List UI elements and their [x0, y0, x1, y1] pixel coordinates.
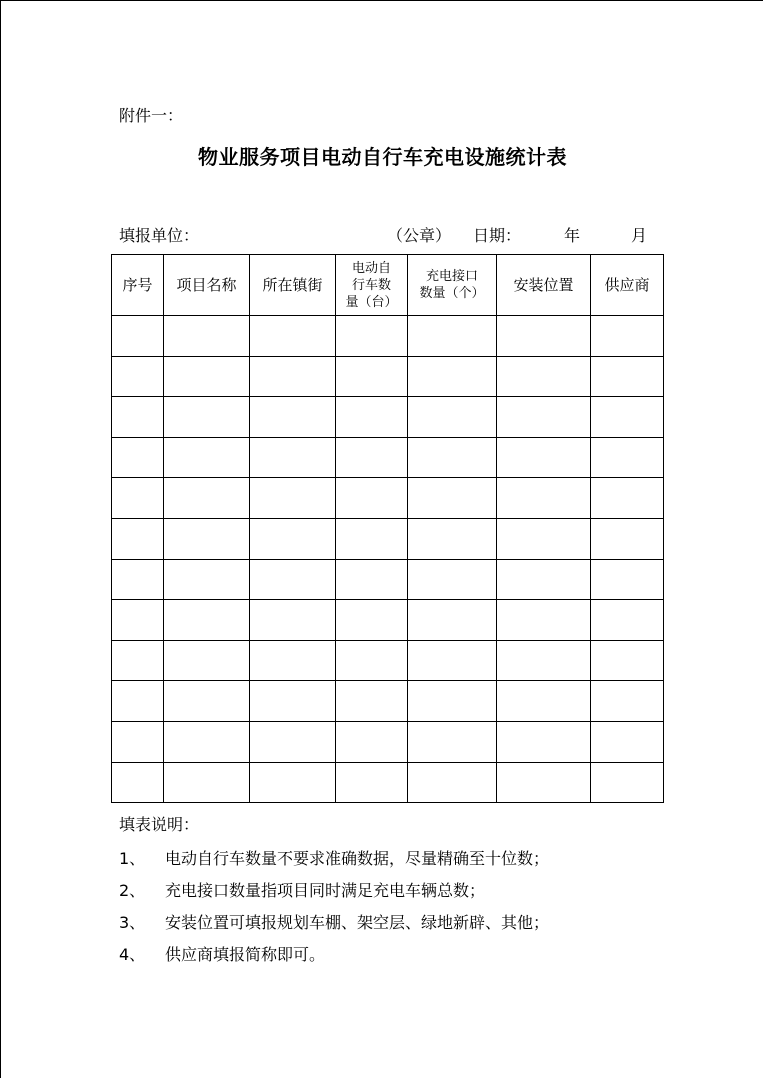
table-cell[interactable]	[591, 681, 664, 722]
table-cell[interactable]	[591, 397, 664, 438]
table-cell[interactable]	[112, 518, 164, 559]
table-cell[interactable]	[408, 356, 497, 397]
table-cell[interactable]	[164, 762, 250, 803]
table-cell[interactable]	[164, 518, 250, 559]
note-text: 充电接口数量指项目同时满足充电车辆总数；	[165, 881, 486, 900]
table-cell[interactable]	[112, 640, 164, 681]
table-cell[interactable]	[591, 518, 664, 559]
table-cell[interactable]	[336, 518, 408, 559]
table-cell[interactable]	[591, 762, 664, 803]
table-header-row	[112, 255, 664, 316]
header-bike-count-line: 电动自	[351, 260, 391, 276]
table-cell[interactable]	[591, 600, 664, 641]
header-port-count-line: 充电接口	[425, 269, 478, 284]
reporting-unit-label: 填报单位：	[119, 226, 200, 245]
table-cell[interactable]	[591, 478, 664, 519]
table-cell[interactable]	[408, 559, 497, 600]
table-cell[interactable]	[164, 397, 250, 438]
table-cell[interactable]	[164, 640, 250, 681]
table-cell[interactable]	[164, 437, 250, 478]
table-cell[interactable]	[497, 316, 591, 357]
table-cell[interactable]	[336, 478, 408, 519]
table-row	[112, 397, 664, 438]
table-cell[interactable]	[112, 316, 164, 357]
table-cell[interactable]	[408, 681, 497, 722]
table-cell[interactable]	[497, 437, 591, 478]
table-cell[interactable]	[164, 721, 250, 762]
table-row	[112, 518, 664, 559]
table-cell[interactable]	[408, 316, 497, 357]
header-install-location: 安装位置	[497, 255, 591, 316]
table-cell[interactable]	[497, 518, 591, 559]
notes-title: 填表说明：	[119, 815, 200, 834]
table-row	[112, 721, 664, 762]
table-row	[112, 640, 664, 681]
table-cell[interactable]	[250, 559, 336, 600]
table-row	[112, 762, 664, 803]
table-cell[interactable]	[250, 721, 336, 762]
table-cell[interactable]	[497, 721, 591, 762]
table-cell[interactable]	[164, 356, 250, 397]
table-row	[112, 559, 664, 600]
table-cell[interactable]	[250, 316, 336, 357]
table-cell[interactable]	[250, 478, 336, 519]
table-cell[interactable]	[112, 681, 164, 722]
table-cell[interactable]	[497, 681, 591, 722]
table-cell[interactable]	[112, 559, 164, 600]
table-cell[interactable]	[250, 600, 336, 641]
note-number: 2、	[119, 881, 146, 900]
table-cell[interactable]	[250, 518, 336, 559]
note-item	[119, 910, 549, 933]
table-cell[interactable]	[591, 640, 664, 681]
header-bike-count	[336, 255, 408, 316]
table-cell[interactable]	[164, 559, 250, 600]
table-cell[interactable]	[112, 356, 164, 397]
table-row	[112, 478, 664, 519]
table-cell[interactable]	[497, 559, 591, 600]
table-cell[interactable]	[336, 356, 408, 397]
table-cell[interactable]	[591, 356, 664, 397]
table-cell[interactable]	[408, 437, 497, 478]
attachment-label: 附件一：	[119, 106, 184, 125]
table-cell[interactable]	[112, 721, 164, 762]
header-bike-count-line: 行车数	[351, 277, 391, 293]
table-cell[interactable]	[250, 397, 336, 438]
table-row	[112, 437, 664, 478]
table-cell[interactable]	[336, 600, 408, 641]
table-row	[112, 681, 664, 722]
table-cell[interactable]	[336, 316, 408, 357]
table-row	[112, 600, 664, 641]
statistics-table	[111, 254, 664, 803]
note-number: 4、	[119, 945, 146, 964]
table-cell[interactable]	[112, 762, 164, 803]
table-cell[interactable]	[591, 316, 664, 357]
month-label: 月	[631, 226, 648, 245]
header-project-name: 项目名称	[164, 255, 250, 316]
table-cell[interactable]	[250, 437, 336, 478]
table-cell[interactable]	[112, 437, 164, 478]
table-cell[interactable]	[591, 559, 664, 600]
table-cell[interactable]	[164, 478, 250, 519]
table-cell[interactable]	[591, 437, 664, 478]
table-cell[interactable]	[164, 316, 250, 357]
note-item	[119, 846, 549, 869]
note-text: 供应商填报简称即可。	[165, 945, 326, 964]
header-bike-count-line: 量（台）	[345, 294, 398, 310]
table-cell[interactable]	[497, 356, 591, 397]
table-cell[interactable]	[497, 640, 591, 681]
header-serial-number: 序号	[112, 255, 164, 316]
date-label: 日期：	[473, 226, 522, 245]
table-cell[interactable]	[408, 762, 497, 803]
table-cell[interactable]	[336, 640, 408, 681]
table-cell[interactable]	[112, 397, 164, 438]
note-text: 电动自行车数量不要求准确数据，尽量精确至十位数；	[165, 849, 550, 868]
table-cell[interactable]	[408, 600, 497, 641]
note-number: 1、	[119, 849, 146, 868]
header-supplier: 供应商	[591, 255, 664, 316]
table-cell[interactable]	[112, 478, 164, 519]
table-cell[interactable]	[408, 518, 497, 559]
table-cell[interactable]	[250, 681, 336, 722]
table-cell[interactable]	[497, 762, 591, 803]
table-cell[interactable]	[408, 721, 497, 762]
note-text: 安装位置可填报规划车棚、架空层、绿地新辟、其他；	[165, 913, 550, 932]
table-cell[interactable]	[250, 356, 336, 397]
note-number: 3、	[119, 913, 146, 932]
table-cell[interactable]	[336, 721, 408, 762]
header-port-count-line: 数量（个）	[419, 286, 485, 301]
table-body	[112, 316, 664, 803]
table-cell[interactable]	[336, 559, 408, 600]
table-cell[interactable]	[591, 721, 664, 762]
table-cell[interactable]	[408, 478, 497, 519]
header-port-count	[408, 255, 497, 316]
header-town-street: 所在镇街	[250, 255, 336, 316]
official-seal-label: （公章）	[387, 226, 452, 245]
table-cell[interactable]	[250, 640, 336, 681]
table-cell[interactable]	[336, 437, 408, 478]
document-title: 物业服务项目电动自行车充电设施统计表	[198, 145, 567, 169]
table-cell[interactable]	[250, 762, 336, 803]
table-cell[interactable]	[408, 397, 497, 438]
table-cell[interactable]	[164, 681, 250, 722]
note-item	[119, 878, 485, 901]
table-cell[interactable]	[336, 681, 408, 722]
table-cell[interactable]	[497, 600, 591, 641]
year-label: 年	[564, 226, 581, 245]
table-cell[interactable]	[112, 600, 164, 641]
table-cell[interactable]	[336, 397, 408, 438]
table-cell[interactable]	[408, 640, 497, 681]
table-row	[112, 316, 664, 357]
table-row	[112, 356, 664, 397]
table-cell[interactable]	[164, 600, 250, 641]
table-cell[interactable]	[497, 478, 591, 519]
table-cell[interactable]	[497, 397, 591, 438]
note-item	[119, 942, 325, 965]
table-cell[interactable]	[336, 762, 408, 803]
